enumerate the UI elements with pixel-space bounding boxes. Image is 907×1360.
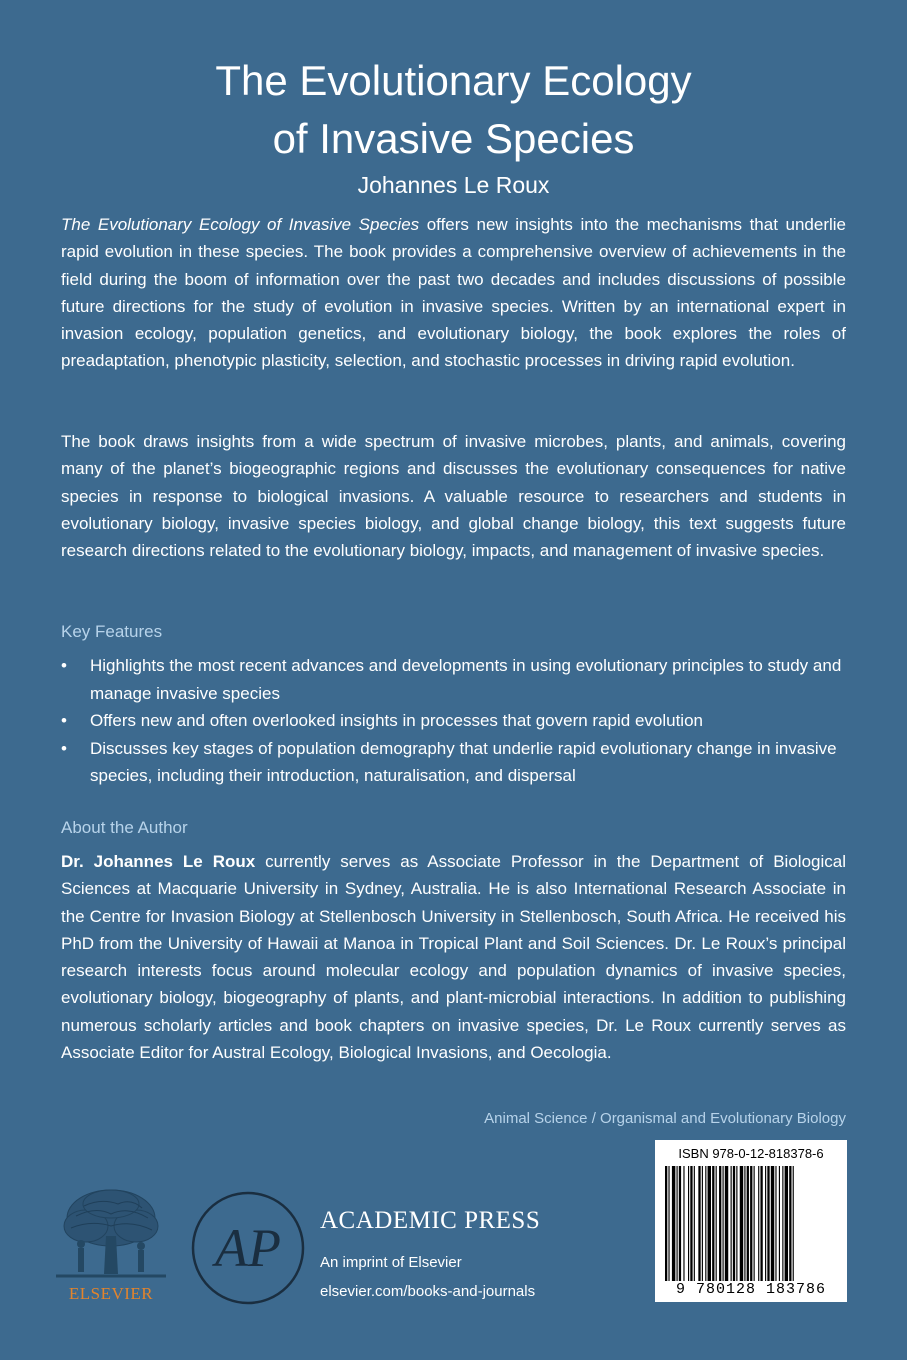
description-paragraph-2: The book draws insights from a wide spectrum of invasive microbes, plants, and animals, covering many of the planet’s biogeographic regions and discusses the evolutionary consequences for native species in response to biological invasions. A valuable resource to researchers and students in evolutionary biology, invasive species biology, and global change biology, this text suggests future research directions related to the evolutionary biology, impacts, and management of invasive species.	[61, 432, 846, 561]
subject-category: Animal Science / Organismal and Evolutionary Biology	[484, 1110, 846, 1127]
barcode-bar	[789, 1166, 791, 1292]
barcode-bar	[668, 1166, 669, 1292]
book-title	[0, 52, 907, 168]
about-author-heading: About the Author	[61, 818, 188, 837]
barcode-bar	[723, 1166, 724, 1292]
barcode-bar	[785, 1166, 788, 1292]
barcode-bar	[758, 1166, 759, 1292]
barcode-bar	[750, 1166, 752, 1292]
barcode-bar	[775, 1166, 776, 1292]
barcode-bar	[694, 1166, 695, 1292]
elsevier-tree-icon	[56, 1186, 166, 1282]
description-paragraph-1-text: offers new insights into the mechanisms that underlie rapid evolution in these species. The book provides a comprehensive overview of achievements in the field during the boom of information over the past two decades and includes discussions of possible future directions for the study of evolution in invasive species. Written by an international expert in invasion ecology, population genetics, and evolutionary biology, the book explores the roles of preadaptation, phenotypic plasticity, selection, and stochastic processes in driving rapid evolution.	[61, 215, 846, 371]
barcode-digits: 9 780128 183786	[655, 1281, 847, 1298]
barcode-bar	[744, 1166, 745, 1292]
barcode-bar	[690, 1166, 692, 1292]
bullet: •	[61, 738, 67, 758]
bullet: •	[61, 656, 67, 675]
barcode-bar	[747, 1166, 749, 1292]
isbn-label: ISBN 978-0-12-818378-6	[678, 1146, 824, 1161]
feature-text: Highlights the most recent advances and developments in using evolutionary principles to study and manage invasive species	[90, 656, 842, 703]
feature-item	[61, 735, 846, 790]
barcode-bar	[736, 1166, 737, 1292]
barcode-bar	[712, 1166, 714, 1292]
barcode-bar	[725, 1166, 728, 1292]
barcode-bar	[698, 1166, 700, 1292]
isbn-barcode	[655, 1140, 847, 1302]
barcode-bar	[767, 1166, 769, 1292]
elsevier-logo	[56, 1186, 166, 1306]
description-paragraph-1	[61, 211, 846, 375]
barcode-bar	[677, 1166, 678, 1292]
author-name: Johannes Le Roux	[357, 172, 550, 198]
about-author-name: Dr. Johannes Le Roux	[61, 852, 256, 871]
barcode-bar	[705, 1166, 706, 1292]
elsevier-wordmark: ELSEVIER	[68, 1284, 154, 1303]
about-author-paragraph	[61, 848, 846, 1066]
description-italic-title: The Evolutionary Ecology of Invasive Species	[61, 215, 420, 234]
barcode-bar	[740, 1166, 743, 1292]
barcode-bar	[760, 1166, 762, 1292]
key-features-list	[61, 652, 846, 790]
barcode-bar	[779, 1166, 780, 1292]
barcode-bar	[683, 1166, 684, 1292]
feature-text: Offers new and often overlooked insights in processes that govern rapid evolution	[90, 711, 703, 730]
barcode-bar	[754, 1166, 755, 1292]
barcode-bar	[672, 1166, 675, 1292]
academic-press-name: ACADEMIC PRESS	[320, 1207, 541, 1234]
barcode-bar	[731, 1166, 732, 1292]
title-line-1: The Evolutionary Ecology	[215, 57, 692, 104]
barcode-bar	[733, 1166, 735, 1292]
barcode-bar	[702, 1166, 703, 1292]
barcode-bar	[793, 1166, 794, 1292]
barcode-bar	[665, 1166, 667, 1292]
title-line-2: of Invasive Species	[272, 115, 635, 162]
imprint-text: An imprint of Elsevier	[320, 1254, 462, 1271]
bullet: •	[61, 711, 67, 730]
feature-item	[61, 652, 846, 707]
barcode-bar	[688, 1166, 689, 1292]
barcode-bar	[708, 1166, 711, 1292]
publisher-url: elsevier.com/books-and-journals	[320, 1283, 536, 1300]
barcode-bar	[771, 1166, 774, 1292]
barcode-bars	[665, 1166, 837, 1292]
about-author-text: currently serves as Associate Professor in the Department of Biological Sciences at Macquarie University in Sydney, Australia. He is also International Research Associate in the Centre for Invasion Biology at Stellenbosch University in Stellenbosch, South Africa. He received his PhD from the University of Hawaii at Manoa in Tropical Plant and Soil Sciences. Dr. Le Roux’s principal research interests focus around molecular ecology and population dynamics of invasive species, evolutionary biology, biogeography of plants, and plant-microbial interactions. In addition to publishing numerous scholarly articles and book chapters on invasive species, Dr. Le Roux currently serves as Associate Editor for Austral Ecology, Biological Invasions, and Oecologia.	[61, 852, 846, 1063]
ap-logo-initials: AP	[215, 1218, 281, 1278]
barcode-bar	[719, 1166, 721, 1292]
barcode-bar	[782, 1166, 783, 1292]
key-features-heading: Key Features	[61, 622, 163, 641]
barcode-bar	[679, 1166, 681, 1292]
barcode-bar	[716, 1166, 717, 1292]
feature-text: Discusses key stages of population demography that underlie rapid evolutionary change in invasive species, including their introduction, naturalisation, and dispersal	[90, 738, 837, 785]
academic-press-logo	[190, 1190, 306, 1306]
barcode-bar	[765, 1166, 766, 1292]
feature-item	[61, 707, 846, 735]
